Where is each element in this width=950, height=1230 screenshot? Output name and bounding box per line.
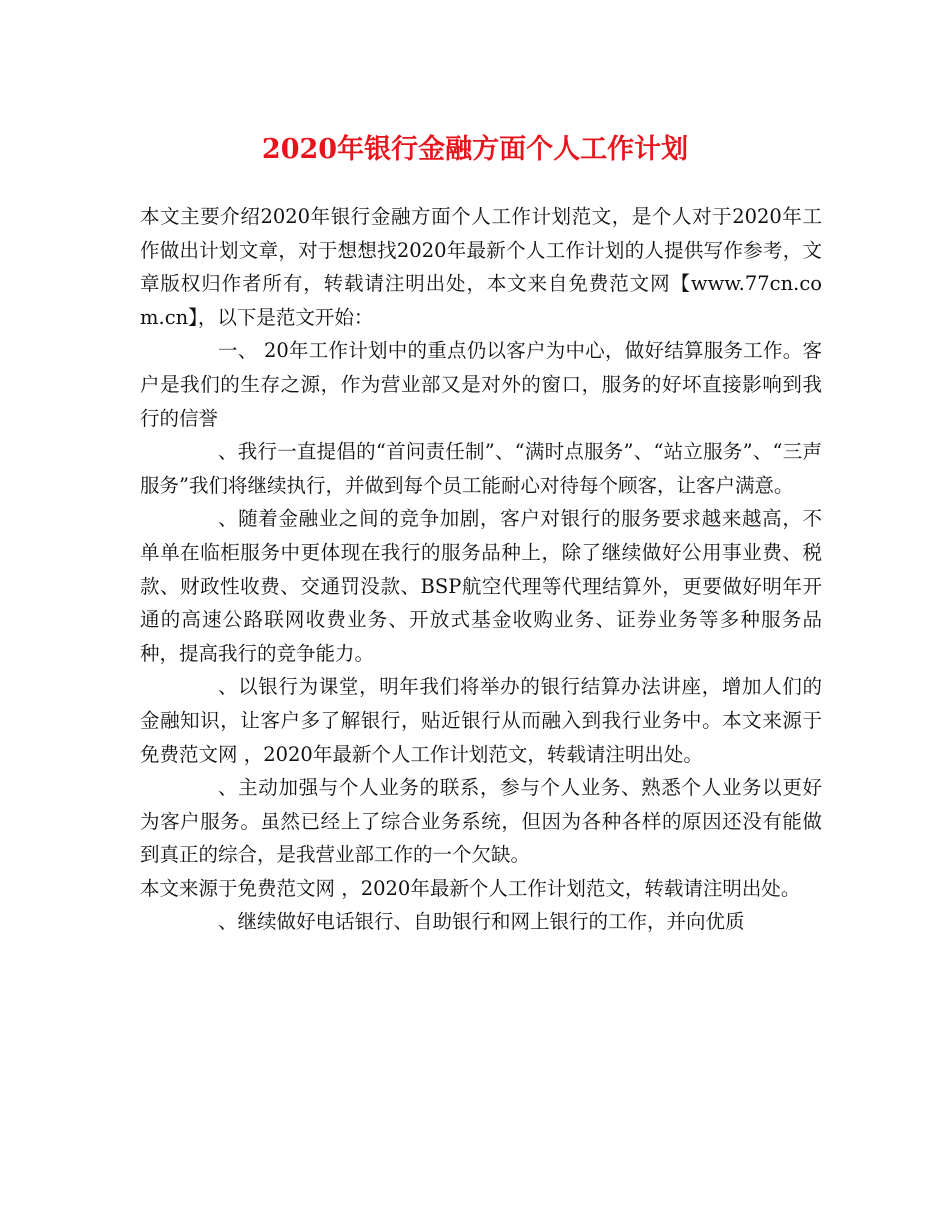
body-paragraph-3: 、随着金融业之间的竞争加剧，客户对银行的服务要求越来越高，不单单在临柜服务中更体现在我行的服务品种上，除了继续做好公用事业费、税款、财政性收费、交通罚没款、BSP航空代理等代理结算外，更要做好明年开通的高速公路联网收费业务、开放式基金收购业务、证券业务等多种服务品种，提高我行的竞争能力。 [140,507,822,665]
body-paragraph-7: 、继续做好电话银行、自助银行和网上银行的工作，并向优质 [218,910,745,934]
source-note-paragraph: 本文来源于免费范文网 ，2020年最新个人工作计划范文，转载请注明出处。 [140,876,801,900]
document-title: 2020年银行金融方面个人工作计划 [261,134,689,165]
body-paragraph-5: 、主动加强与个人业务的联系，参与个人业务、熟悉个人业务以更好为客户服务。虽然已经上了综合业务系统，但因为各种各样的原因还没有能做到真正的综合，是我营业部工作的一个欠缺。 [140,776,822,867]
body-paragraph-1: 一、 20年工作计划中的重点仍以客户为中心，做好结算服务工作。客户是我们的生存之源，作为营业部又是对外的窗口，服务的好坏直接影响到我行的信誉 [140,339,822,430]
body-paragraph-2: 、我行一直提倡的“首问责任制”、“满时点服务”、“站立服务”、“三声服务”我们将继续执行，并做到每个员工能耐心对待每个顾客，让客户满意。 [140,440,822,497]
document-body [140,200,822,939]
intro-paragraph: 本文主要介绍2020年银行金融方面个人工作计划范文，是个人对于2020年工作做出计划文章，对于想想找2020年最新个人工作计划的人提供写作参考，文章版权归作者所有，转载请注明出处，本文来自免费范文网【www.77cn.com.cn】，以下是范文开始： [140,205,822,329]
body-paragraph-4: 、以银行为课堂，明年我们将举办的银行结算办法讲座，增加人们的金融知识，让客户多了解银行，贴近银行从而融入到我行业务中。本文来源于免费范文网 ，2020年最新个人工作计划范文，转载请注明出处。 [140,675,822,766]
